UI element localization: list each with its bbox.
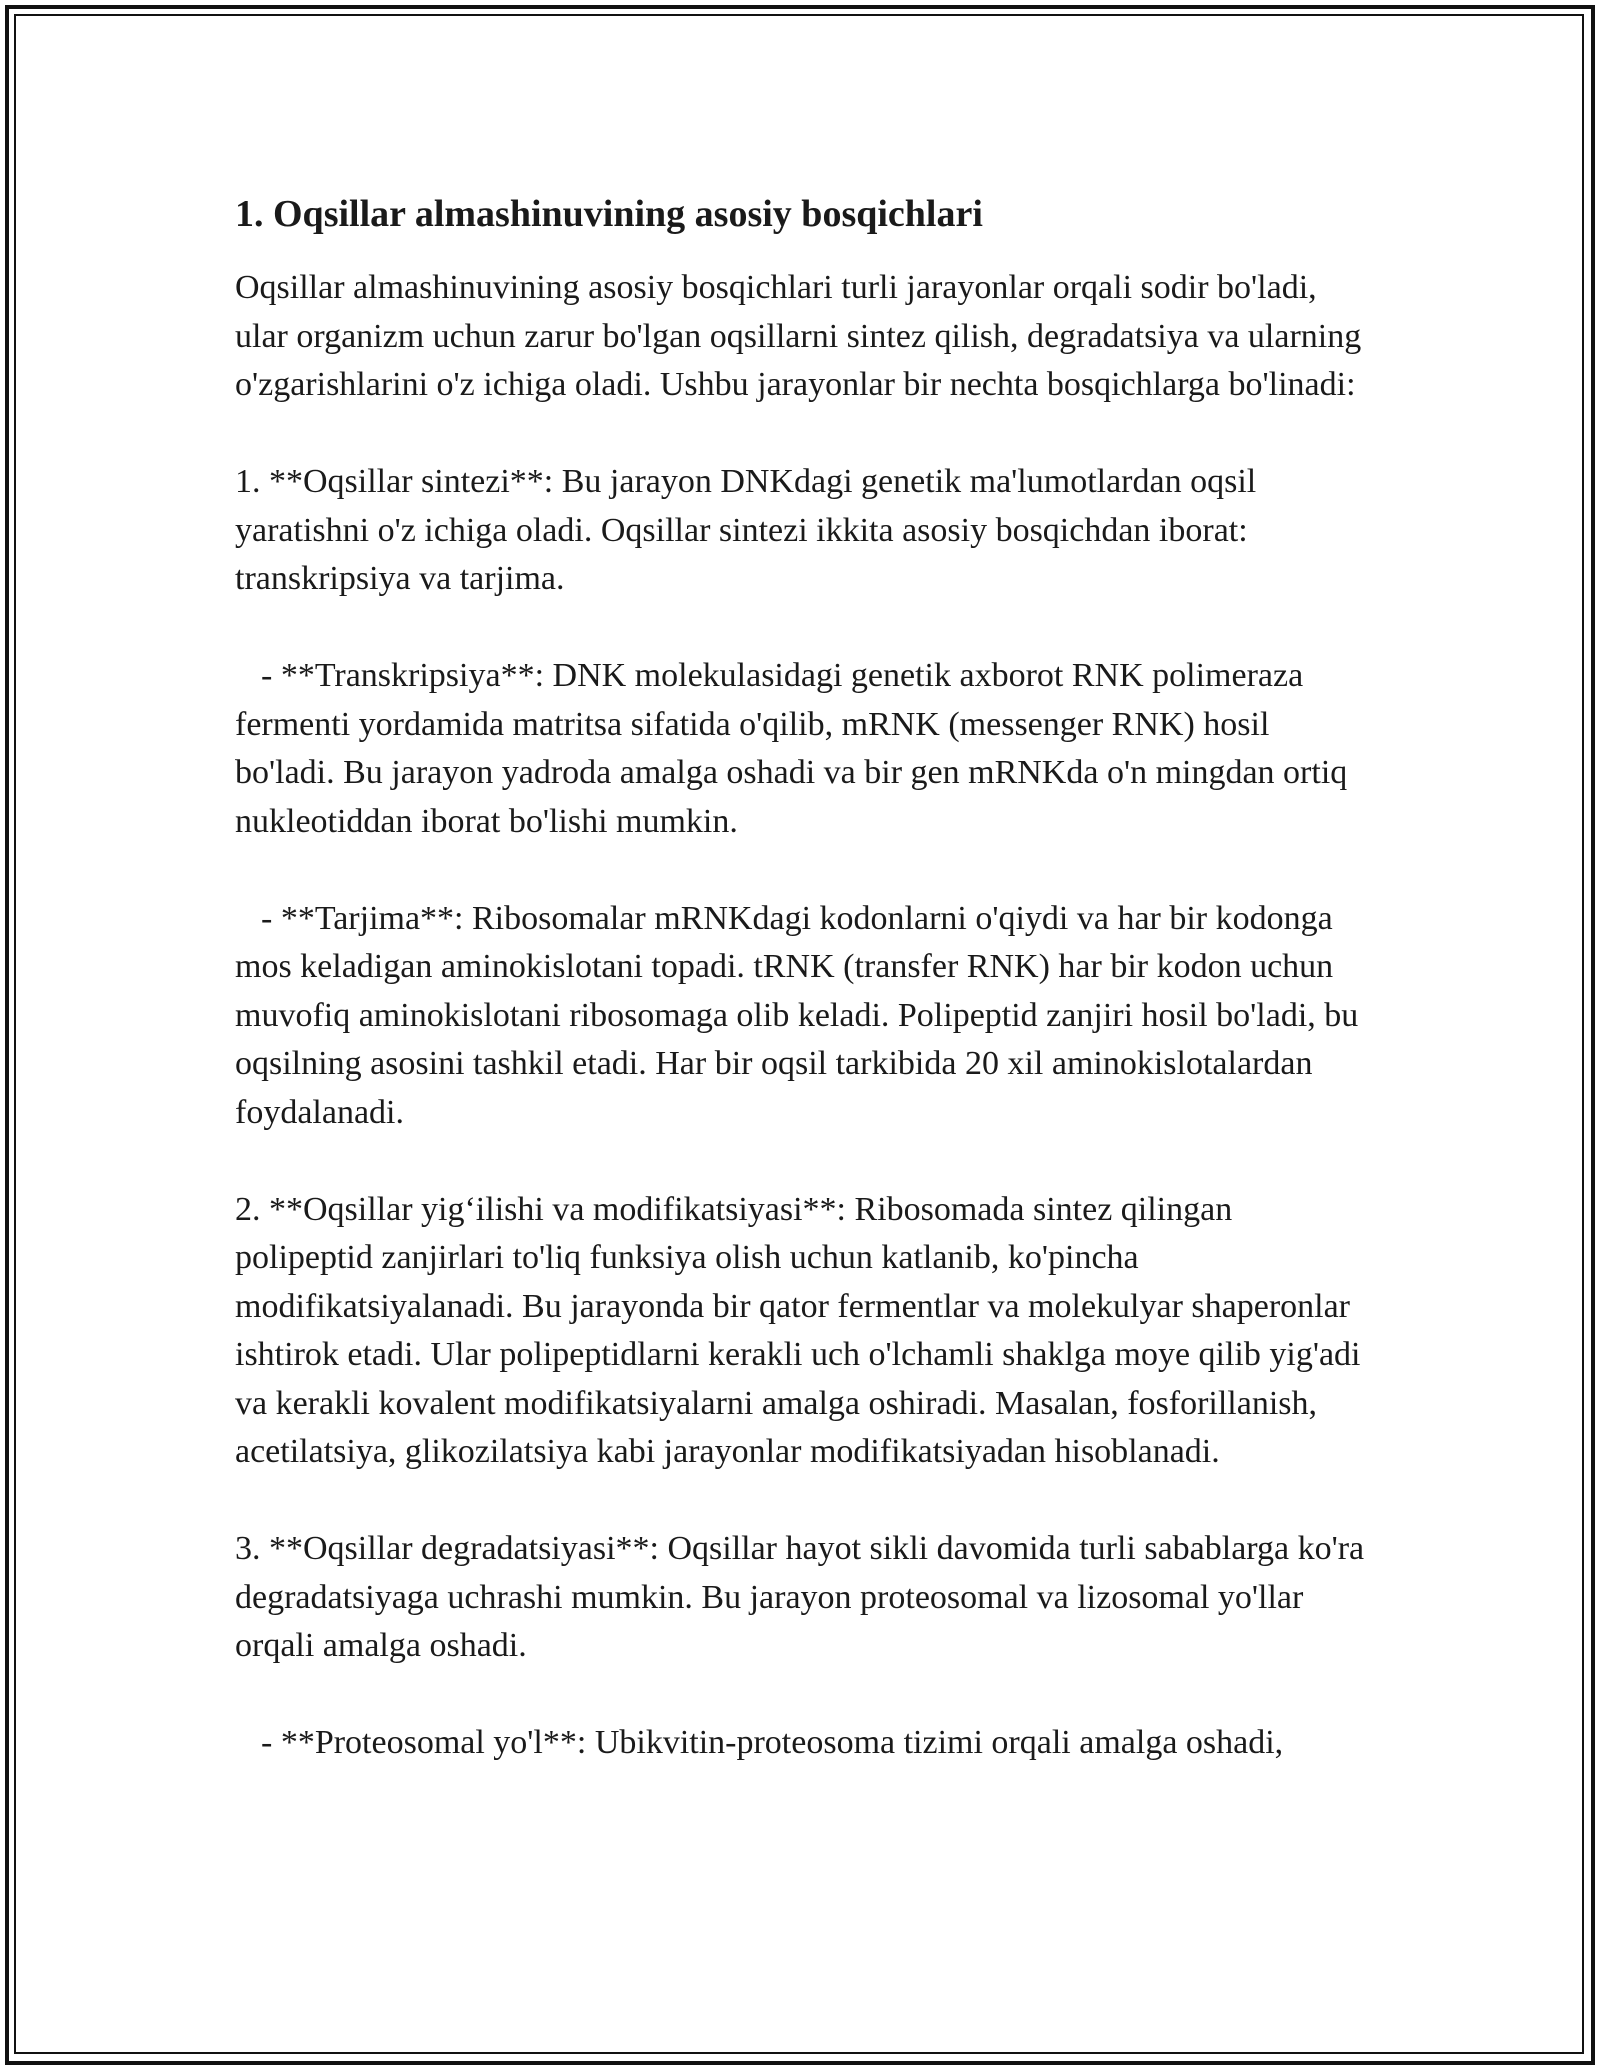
sub-item-proteasomal-pathway: - **Proteosomal yo'l**: Ubikvitin-proteosoma tizimi orqali amalga oshadi, bbox=[261, 1724, 1284, 1761]
intro-paragraph: Oqsillar almashinuvining asosiy bosqichlari turli jarayonlar orqali sodir bo'ladi, ular organizm uchun zarur bo'lgan oqsillarni sintez qilish, degradatsiya va ularning o'zgarishlarini o'z ichiga oladi. Ushbu jarayonlar bir nechta bosqichlarga bo'linadi: bbox=[235, 269, 1370, 403]
document-body bbox=[235, 188, 1375, 1816]
sub-item-transcription: - **Transkripsiya**: DNK molekulasidagi genetik axborot RNK polimeraza fermenti yordamida matritsa sifatida o'qilib, mRNK (messenger RNK) hosil bo'ladi. Bu jarayon yadroda amalga oshadi va bir gen mRNKda o'n mingdan ortiq nukleotiddan iborat bo'lishi mumkin. bbox=[235, 657, 1356, 840]
list-item-degradation: 3. **Oqsillar degradatsiyasi**: Oqsillar hayot sikli davomida turli sabablarga ko'ra degradatsiyaga uchrashi mumkin. Bu jarayon proteosomal va lizosomal yo'llar orqali amalga oshadi. bbox=[235, 1530, 1373, 1664]
sub-item-translation: - **Tarjima**: Ribosomalar mRNKdagi kodonlarni o'qiydi va har bir kodonga mos keladigan aminokislotani topadi. tRNK (transfer RNK) har bir kodon uchun muvofiq aminokislotani ribosomaga olib keladi. Polipeptid zanjiri hosil bo'ladi, bu oqsilning asosini tashkil etadi. Har bir oqsil tarkibida 20 xil aminokislotalardan foydalanadi. bbox=[235, 899, 1367, 1131]
list-item-protein-synthesis: 1. **Oqsillar sintezi**: Bu jarayon DNKdagi genetik ma'lumotlardan oqsil yaratishni o'z ichiga oladi. Oqsillar sintezi ikkita asosiy bosqichdan iborat: transkripsiya va tarjima. bbox=[235, 463, 1265, 597]
list-item-folding-modification: 2. **Oqsillar yig‘ilishi va modifikatsiyasi**: Ribosomada sintez qilingan polipeptid zanjirlari to'liq funksiya olish uchun katlanib, ko'pincha modifikatsiyalanadi. Bu jarayonda bir qator fermentlar va molekulyar shaperonlar ishtirok etadi. Ular polipeptidlarni kerakli uch o'lchamli shaklga moye qilib yig'adi va kerakli kovalent modifikatsiyalarni amalga oshiradi. Masalan, fosforillanish, acetilatsiya, glikozilatsiya kabi jarayonlar modifikatsiyadan hisoblanadi. bbox=[235, 1190, 1369, 1470]
section-heading: 1. Oqsillar almashinuvining asosiy bosqichlari bbox=[235, 193, 983, 235]
